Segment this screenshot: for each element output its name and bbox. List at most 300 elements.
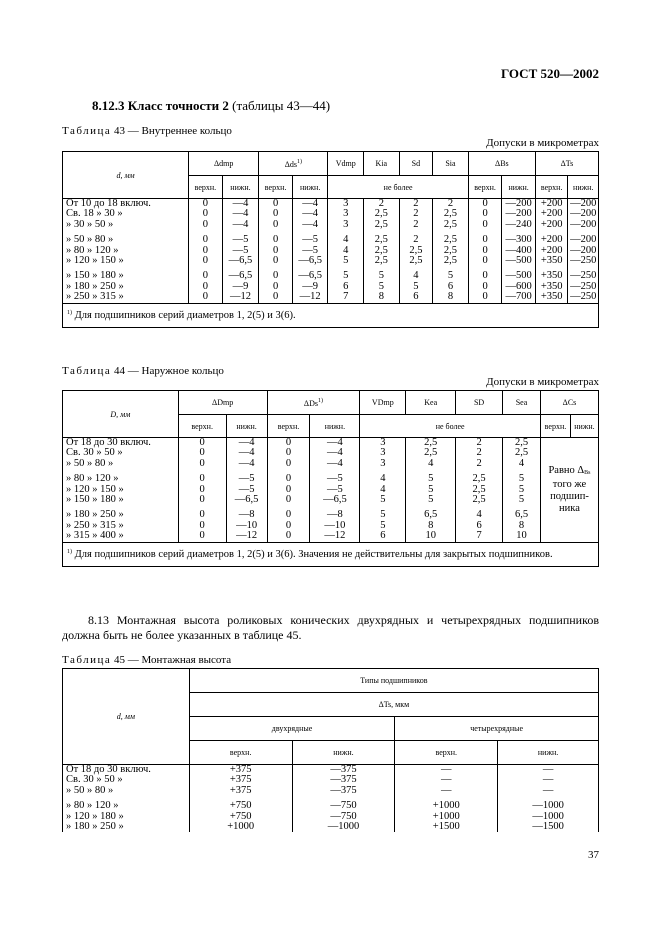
t45-cell: —750 [292,801,395,811]
t43-cell: 2,5 [399,256,433,266]
t43-cell: —250 [568,292,599,303]
t44-cell: 0 [178,495,226,505]
t44-cell: 4 [406,459,456,469]
t43-cell: 5 [364,271,400,281]
t43-cell: 0 [189,199,223,210]
t43-cell: —4 [292,220,328,230]
t44-cell: 2 [456,448,503,458]
t44-row [63,459,599,469]
t43-cell: —250 [568,256,599,266]
t43-cell: 2 [399,220,433,230]
t44-footnote: $^{1)}$ Для подшипников серий диаметров 1, 2(5) и 3(6). Значения не действительны для закрытых подшипников. [63,542,599,566]
t43-cell: 0 [259,256,293,266]
t44-header-vdmp: VDmp [360,391,406,415]
t43-cell: 0 [259,209,293,219]
t43-cell-size: » 50 » 80 » [63,235,189,245]
section-ref: (таблицы 43—44) [232,98,331,113]
t43-header-vdmp: Vdmp [328,152,364,176]
t44-cell-size: » 120 » 150 » [63,485,179,495]
t44-sub-no-more: не более [360,415,541,438]
t45-cell: —1000 [498,812,599,822]
t44-row [63,531,599,542]
t43-cell: 2,5 [364,235,400,245]
t45-cell: — [395,765,498,776]
t43-cell: —700 [502,292,536,303]
t44-cell: 2,5 [503,448,541,458]
t43-cell: —200 [568,199,599,210]
page-number: 37 [588,849,599,861]
t43-cell: 4 [328,246,364,256]
t43-row [63,292,599,303]
t44-merged-note-l1: Равно Δ [548,464,585,476]
t43-cell: —200 [568,220,599,230]
table43-caption-text: 43 — Внутреннее кольцо [114,125,232,137]
t44-cell: 4 [360,485,406,495]
t43-header-sd: Sd [399,152,433,176]
t43-cell: 2,5 [433,220,469,230]
t43-sub-lower: нижн. [292,176,328,199]
t43-cell: 0 [259,199,293,210]
t44-merged-note-l2: того же подшип-ника [550,478,589,514]
t44-merged-note-sub: Bs [584,469,591,476]
t45-header-dts: ΔTs, мкм [189,693,598,717]
t43-header-sia: Sia [433,152,469,176]
t43-cell: —200 [568,246,599,256]
t45-cell: +750 [189,812,292,822]
t45-cell-size: » 50 » 80 » [63,786,190,796]
t43-cell: —12 [222,292,259,303]
t43-cell: —5 [222,246,259,256]
t44-cell: 0 [267,485,310,495]
t44-cell: 0 [178,510,226,520]
t45-cell: —1000 [498,801,599,811]
t44-header-dcs: ΔCs [540,391,598,415]
t45-sub-upper: верхн. [189,741,292,765]
t44-sub-upper: верхн. [178,415,226,438]
t43-cell: 0 [468,209,502,219]
t45-cell: +1500 [395,822,498,832]
t44-sub-lower: нижн. [310,415,360,438]
t45-row [63,822,599,832]
t43-cell: —250 [568,271,599,281]
t43-cell: 0 [468,282,502,292]
table45-caption-prefix: Таблица [62,654,112,666]
t44-cell: 5 [503,474,541,484]
section-heading [92,98,330,114]
t43-cell: 0 [259,282,293,292]
t43-cell: 8 [433,292,469,303]
t44-cell: 0 [178,474,226,484]
t44-sub-upper: верхн. [540,415,570,438]
t43-cell: —4 [292,199,328,210]
t44-cell: 5 [503,485,541,495]
t45-cell: +375 [189,775,292,785]
t44-header-kea: Kea [406,391,456,415]
t44-header-dds: ΔDs$^{1)}$ [267,391,360,415]
t44-cell: 0 [178,521,226,531]
t44-cell: 5 [360,521,406,531]
t43-cell-size: » 120 » 150 » [63,256,189,266]
t44-cell: 8 [406,521,456,531]
t44-cell-size: » 180 » 250 » [63,510,179,520]
table43-units: Допуски в микрометрах [486,137,599,149]
t43-cell: 0 [468,235,502,245]
t43-cell: 0 [189,220,223,230]
t44-cell: —12 [310,531,360,542]
t44-cell-size: » 80 » 120 » [63,474,179,484]
t44-cell: —4 [226,459,267,469]
t44-col-d-header: D, мм [63,391,179,438]
t45-cell: — [498,765,599,776]
t43-cell: 2,5 [433,246,469,256]
t45-sub-upper: верхн. [395,741,498,765]
t43-cell: 0 [259,292,293,303]
t44-cell: 7 [456,531,503,542]
t43-cell: +200 [535,209,568,219]
t43-cell: 2,5 [433,256,469,266]
t45-cell: —1000 [292,822,395,832]
table44-units: Допуски в микрометрах [486,376,599,388]
t43-cell: 6 [399,292,433,303]
t43-cell: —400 [502,246,536,256]
t43-cell-size: » 150 » 180 » [63,271,189,281]
t43-cell: 2,5 [364,246,400,256]
t43-cell: 2,5 [433,209,469,219]
t45-cell: —750 [292,812,395,822]
t43-cell: 2,5 [399,246,433,256]
t43-header-dbs: ΔBs [468,152,535,176]
table43-caption-prefix: Таблица [62,125,112,137]
t43-cell: 2 [433,199,469,210]
t43-cell: +350 [535,292,568,303]
t43-cell: 0 [259,246,293,256]
t43-sub-no-more: не более [328,176,468,199]
t45-cell: —375 [292,775,395,785]
t44-cell-size: От 18 до 30 включ. [63,438,179,449]
t44-cell: 0 [267,531,310,542]
t44-cell: 6,5 [503,510,541,520]
t45-cell: +1000 [395,801,498,811]
t43-cell: 8 [364,292,400,303]
t43-header-dds: Δds$^{1)}$ [259,152,328,176]
t43-cell: 2,5 [433,235,469,245]
t43-cell: —200 [502,209,536,219]
t44-cell: 0 [267,495,310,505]
t45-cell: +1000 [395,812,498,822]
t45-cell: +375 [189,786,292,796]
t43-cell: 5 [364,282,400,292]
table44-caption [62,365,224,377]
t44-sub-lower: нижн. [226,415,267,438]
t43-cell: —4 [222,209,259,219]
t43-cell: 2 [399,209,433,219]
t43-header-dts: ΔTs [535,152,598,176]
t44-cell: 0 [178,531,226,542]
t43-cell-size: » 80 » 120 » [63,246,189,256]
t44-cell: —10 [226,521,267,531]
t44-cell: 5 [406,474,456,484]
t45-row [63,786,599,796]
t44-cell-size: » 250 » 315 » [63,521,179,531]
t44-cell: 2,5 [456,495,503,505]
t44-cell: 10 [406,531,456,542]
t44-cell: 0 [267,474,310,484]
t45-cell: — [395,775,498,785]
t43-cell: —500 [502,271,536,281]
t43-cell: 5 [399,282,433,292]
t44-cell: 5 [503,495,541,505]
t43-cell: —12 [292,292,328,303]
t43-cell: 0 [189,256,223,266]
section-title: 8.12.3 Класс точности 2 [92,98,229,113]
t43-cell: —5 [292,235,328,245]
t45-sub-lower: нижн. [292,741,395,765]
t43-cell: 4 [399,271,433,281]
t45-header-double: двухрядные [189,717,395,741]
t43-header-kia: Kia [364,152,400,176]
t43-cell: +200 [535,246,568,256]
t44-cell: 2 [456,459,503,469]
t44-cell: 5 [360,495,406,505]
t45-cell: — [498,775,599,785]
t44-cell-size: Св. 30 » 50 » [63,448,179,458]
t43-cell-size: От 10 до 18 включ. [63,199,189,210]
t44-cell: —4 [310,459,360,469]
t44-cell: 0 [178,459,226,469]
t44-cell: —5 [310,485,360,495]
t43-cell: —250 [568,282,599,292]
t43-cell: —300 [502,235,536,245]
t43-cell: —200 [502,199,536,210]
t43-cell: 0 [259,220,293,230]
t43-cell: —6,5 [222,256,259,266]
t43-cell: —9 [222,282,259,292]
t43-cell: 4 [328,235,364,245]
t45-cell-size: » 180 » 250 » [63,822,190,832]
t44-cell: 0 [267,448,310,458]
t43-cell: 6 [328,282,364,292]
t44-header-sea: Sea [503,391,541,415]
t43-cell: 0 [189,292,223,303]
t44-cell: 6,5 [406,510,456,520]
t43-cell: 6 [433,282,469,292]
t45-cell: —1500 [498,822,599,832]
t43-cell: 2 [364,199,400,210]
t44-cell: —4 [226,448,267,458]
t43-cell: 3 [328,220,364,230]
t44-sub-upper: верхн. [267,415,310,438]
t43-cell: 0 [259,235,293,245]
t44-cell: 3 [360,448,406,458]
t44-cell: 2 [456,438,503,449]
table-45 [62,668,599,832]
t43-cell: 2,5 [364,256,400,266]
t43-cell: 5 [328,271,364,281]
t44-cell: 3 [360,438,406,449]
t45-cell-size: От 18 до 30 включ. [63,765,190,776]
t43-cell: +350 [535,271,568,281]
t44-cell: 2,5 [503,438,541,449]
t45-header-types: Типы подшипников [189,669,598,693]
t43-cell: —9 [292,282,328,292]
t45-cell-size: Св. 30 » 50 » [63,775,190,785]
t44-cell: 0 [178,438,226,449]
t43-cell: 0 [468,292,502,303]
t43-cell: 0 [189,282,223,292]
t44-cell: 2,5 [456,474,503,484]
t43-body [63,199,599,304]
t43-cell: 2 [399,235,433,245]
t43-sub-upper: верхн. [535,176,568,199]
t44-cell: —10 [310,521,360,531]
t44-cell: 0 [267,438,310,449]
doc-header: ГОСТ 520—2002 [500,66,599,81]
table45-caption [62,654,231,666]
t43-cell: 0 [189,271,223,281]
t45-cell: — [395,786,498,796]
t44-cell: 3 [360,459,406,469]
t43-cell: —200 [568,235,599,245]
t44-cell: 8 [503,521,541,531]
t44-cell: 5 [360,510,406,520]
t44-cell: 2,5 [456,485,503,495]
t43-cell: —4 [222,220,259,230]
t45-cell-size: » 80 » 120 » [63,801,190,811]
t44-body [63,438,599,543]
t43-cell: —5 [222,235,259,245]
table-43 [62,151,599,328]
t43-cell: —500 [502,256,536,266]
t44-cell-size: » 50 » 80 » [63,459,179,469]
t44-cell-size: » 315 » 400 » [63,531,179,542]
t44-cell: —4 [310,448,360,458]
t45-cell: +750 [189,801,292,811]
t43-cell: 3 [328,199,364,210]
t44-cell: —12 [226,531,267,542]
t43-sub-lower: нижн. [568,176,599,199]
t44-cell: 0 [178,485,226,495]
t44-cell: 5 [406,495,456,505]
t43-cell: 2,5 [364,220,400,230]
t43-cell: 5 [433,271,469,281]
t43-cell: —6,5 [292,271,328,281]
table-44 [62,390,599,567]
t43-cell: 5 [328,256,364,266]
t44-header-ddmp: ΔDmp [178,391,267,415]
t45-cell-size: » 120 » 180 » [63,812,190,822]
t45-body [63,765,599,833]
t45-cell: +1000 [189,822,292,832]
t43-cell: —6,5 [292,256,328,266]
t45-cell: —375 [292,765,395,776]
t44-cell: 6 [456,521,503,531]
t43-sub-upper: верхн. [259,176,293,199]
t43-cell: +200 [535,235,568,245]
t43-cell: 0 [468,256,502,266]
t43-cell: —240 [502,220,536,230]
t43-cell: 0 [468,271,502,281]
t44-cell-size: » 150 » 180 » [63,495,179,505]
t43-cell-size: » 180 » 250 » [63,282,189,292]
t43-header-ddmp: Δdmp [189,152,259,176]
table43-caption [62,125,232,137]
t43-cell: 0 [468,246,502,256]
t43-sub-upper: верхн. [468,176,502,199]
t43-cell: —6,5 [222,271,259,281]
t43-cell: —5 [292,246,328,256]
table45-caption-text: 45 — Монтажная высота [114,654,232,666]
t43-sub-lower: нижн. [222,176,259,199]
t43-cell-size: » 30 » 50 » [63,220,189,230]
table44-caption-text: 44 — Наружное кольцо [114,365,224,377]
t44-cell: 0 [267,521,310,531]
t43-cell: —4 [292,209,328,219]
t44-cell: 0 [267,510,310,520]
t43-sub-upper: верхн. [189,176,223,199]
t44-cell: 4 [360,474,406,484]
t43-cell: 0 [189,246,223,256]
t44-row [63,495,599,505]
t45-cell: +375 [189,765,292,776]
t44-cell: 6 [360,531,406,542]
t44-cell: —5 [226,474,267,484]
t44-cell: 4 [456,510,503,520]
t44-cell: —8 [226,510,267,520]
t44-header-sd: SD [456,391,503,415]
t43-sub-lower: нижн. [502,176,536,199]
t44-cell: 0 [267,459,310,469]
t44-dcs-merged-note [540,438,598,543]
t43-col-d-header: d, мм [63,152,189,199]
t44-cell: 2,5 [406,438,456,449]
t43-cell: 0 [189,235,223,245]
t45-cell: — [498,786,599,796]
t44-cell: —4 [226,438,267,449]
t43-cell: +200 [535,199,568,210]
t43-cell-size: » 250 » 315 » [63,292,189,303]
t43-footnote: $^{1)}$ Для подшипников серий диаметров 1, 2(5) и 3(6). [63,303,599,327]
t45-cell: —375 [292,786,395,796]
t43-cell: 0 [189,209,223,219]
t44-sub-lower: нижн. [570,415,598,438]
t45-sub-lower: нижн. [498,741,599,765]
t45-header-quad: четырехрядные [395,717,599,741]
t44-cell: —4 [310,438,360,449]
t43-cell: 3 [328,209,364,219]
t44-cell: —6,5 [310,495,360,505]
t43-cell: 2,5 [364,209,400,219]
t45-col-d-header: d, мм [63,669,190,765]
t43-cell: 0 [259,271,293,281]
t44-cell: 10 [503,531,541,542]
t43-cell: +350 [535,282,568,292]
t44-cell: —6,5 [226,495,267,505]
t44-cell: —5 [226,485,267,495]
t43-cell: —200 [568,209,599,219]
t44-cell: 0 [178,448,226,458]
t43-cell: 2 [399,199,433,210]
t43-cell: 0 [468,220,502,230]
t44-cell: 5 [406,485,456,495]
t43-cell: +350 [535,256,568,266]
t44-cell: —5 [310,474,360,484]
table44-caption-prefix: Таблица [62,365,112,377]
t43-cell: —4 [222,199,259,210]
paragraph-8-13: 8.13 Монтажная высота роликовых конических двухрядных и четырехрядных подшипников должна быть не более указанных в таблице 45. [62,613,599,642]
t43-cell: +200 [535,220,568,230]
t44-cell: 4 [503,459,541,469]
t43-cell: —600 [502,282,536,292]
